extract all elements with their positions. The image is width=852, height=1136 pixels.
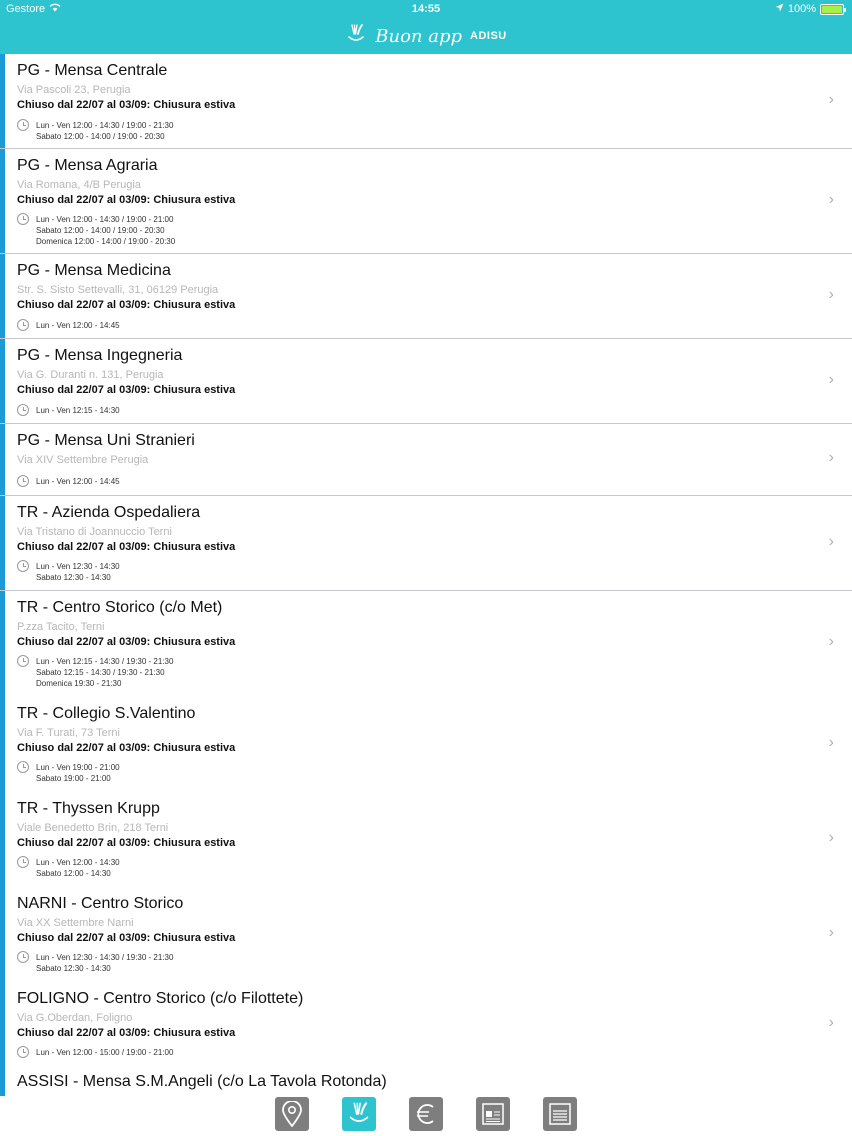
- row-accent: [0, 1070, 5, 1096]
- hours-line: Lun - Ven 19:00 - 21:00: [36, 763, 120, 772]
- row-accent: [0, 982, 5, 1070]
- canteen-name: FOLIGNO - Centro Storico (c/o Filottete): [17, 990, 304, 1007]
- clock-icon: [17, 1046, 29, 1058]
- list-item[interactable]: [0, 697, 852, 792]
- hours-line: Lun - Ven 12:00 - 14:30: [36, 858, 120, 867]
- list-item[interactable]: [0, 254, 852, 339]
- list-item[interactable]: [0, 887, 852, 982]
- chevron-right-icon: ›: [828, 1014, 834, 1031]
- tab-map[interactable]: [275, 1097, 309, 1131]
- row-accent: [0, 496, 5, 590]
- tab-prices[interactable]: [409, 1097, 443, 1131]
- hours-line: Lun - Ven 12:00 - 14:30 / 19:00 - 21:30: [36, 121, 174, 130]
- canteen-address: Via G.Oberdan, Foligno: [17, 1012, 133, 1024]
- chevron-right-icon: ›: [828, 734, 834, 751]
- closure-notice: Chiuso dal 22/07 al 03/09: Chiusura estiva: [17, 636, 236, 648]
- row-accent: [0, 254, 5, 338]
- list-item[interactable]: [0, 792, 852, 887]
- canteen-address: P.zza Tacito, Terni: [17, 621, 105, 633]
- closure-notice: Chiuso dal 22/07 al 03/09: Chiusura estiva: [17, 299, 236, 311]
- canteen-name: PG - Mensa Agraria: [17, 157, 158, 174]
- row-accent: [0, 591, 5, 697]
- clock-icon: [17, 655, 29, 667]
- canteen-address: Via Romana, 4/B Perugia: [17, 179, 141, 191]
- canteen-address: Via XX Settembre Narni: [17, 917, 134, 929]
- clock-icon: [17, 119, 29, 131]
- tab-canteens[interactable]: [342, 1097, 376, 1131]
- clock-icon: [17, 856, 29, 868]
- canteen-address: Str. S. Sisto Settevalli, 31, 06129 Perugia: [17, 284, 219, 296]
- canteen-name: ASSISI - Mensa S.M.Angeli (c/o La Tavola Rotonda): [17, 1073, 387, 1090]
- clock-icon: [17, 951, 29, 963]
- clock-icon: [17, 404, 29, 416]
- map-pin-icon: [281, 1101, 303, 1127]
- utensils-smile-icon: [346, 1101, 372, 1127]
- row-accent: [0, 54, 5, 148]
- hours-line: Lun - Ven 12:00 - 14:30 / 19:00 - 21:00: [36, 215, 174, 224]
- hours-line: Sabato 12:00 - 14:30: [36, 869, 111, 878]
- chevron-right-icon: ›: [828, 371, 834, 388]
- chevron-right-icon: ›: [828, 91, 834, 108]
- row-accent: [0, 339, 5, 423]
- canteen-address: Viale Benedetto Brin, 218 Terni: [17, 822, 169, 834]
- hours-line: Lun - Ven 12:15 - 14:30: [36, 406, 120, 415]
- battery-percent: 100%: [787, 3, 816, 15]
- canteen-address: Via F. Turati, 73 Terni: [17, 727, 120, 739]
- hours-line: Lun - Ven 12:15 - 14:30 / 19:30 - 21:30: [36, 657, 174, 666]
- canteen-address: Via Tristano di Joannuccio Terni: [17, 526, 172, 538]
- closure-notice: Chiuso dal 22/07 al 03/09: Chiusura estiva: [17, 541, 236, 553]
- hours-line: Domenica 19:30 - 21:30: [36, 679, 122, 688]
- canteen-name: PG - Mensa Ingegneria: [17, 347, 183, 364]
- hours-line: Lun - Ven 12:00 - 14:45: [36, 477, 120, 486]
- canteen-name: TR - Centro Storico (c/o Met): [17, 599, 223, 616]
- utensils-smile-icon: [345, 23, 367, 50]
- list-item[interactable]: [0, 496, 852, 591]
- news-icon: [481, 1102, 505, 1126]
- canteen-name: TR - Collegio S.Valentino: [17, 705, 196, 722]
- canteen-name: PG - Mensa Centrale: [17, 62, 168, 79]
- tab-bar: [0, 1096, 852, 1136]
- canteen-list[interactable]: [0, 54, 852, 1096]
- row-accent: [0, 697, 5, 792]
- euro-icon: [413, 1101, 439, 1127]
- hours-line: Sabato 12:30 - 14:30: [36, 964, 111, 973]
- app-subtitle: ADISU: [470, 30, 507, 42]
- chevron-right-icon: ›: [828, 533, 834, 550]
- list-item[interactable]: [0, 982, 852, 1070]
- hours-line: Lun - Ven 12:00 - 14:45: [36, 321, 120, 330]
- clock-icon: [17, 475, 29, 487]
- nav-bar: [0, 18, 852, 54]
- clock-icon: [17, 560, 29, 572]
- hours-line: Domenica 12:00 - 14:00 / 19:00 - 20:30: [36, 237, 176, 246]
- tab-faqs[interactable]: [543, 1097, 577, 1131]
- clock-icon: [17, 319, 29, 331]
- chevron-right-icon: ›: [828, 449, 834, 466]
- closure-notice: Chiuso dal 22/07 al 03/09: Chiusura estiva: [17, 932, 236, 944]
- list-item[interactable]: [0, 339, 852, 424]
- list-item[interactable]: [0, 591, 852, 697]
- hours-line: Lun - Ven 12:30 - 14:30: [36, 562, 120, 571]
- hours-line: Lun - Ven 12:30 - 14:30 / 19:30 - 21:30: [36, 953, 174, 962]
- row-accent: [0, 424, 5, 495]
- list-item[interactable]: [0, 1070, 852, 1096]
- chevron-right-icon: ›: [828, 286, 834, 303]
- chevron-right-icon: ›: [828, 924, 834, 941]
- hours-line: Sabato 12:00 - 14:00 / 19:00 - 20:30: [36, 132, 165, 141]
- hours-line: Sabato 12:30 - 14:30: [36, 573, 111, 582]
- canteen-address: Via G. Duranti n. 131, Perugia: [17, 369, 164, 381]
- canteen-name: NARNI - Centro Storico: [17, 895, 184, 912]
- tab-news[interactable]: [476, 1097, 510, 1131]
- closure-notice: Chiuso dal 22/07 al 03/09: Chiusura estiva: [17, 742, 236, 754]
- status-bar: [0, 0, 852, 18]
- row-accent: [0, 792, 5, 887]
- hours-line: Sabato 12:15 - 14:30 / 19:30 - 21:30: [36, 668, 165, 677]
- clock-icon: [17, 761, 29, 773]
- clock-time: 14:55: [411, 3, 441, 15]
- hours-line: Sabato 19:00 - 21:00: [36, 774, 111, 783]
- hours-line: Sabato 12:00 - 14:00 / 19:00 - 20:30: [36, 226, 165, 235]
- location-arrow-icon: [775, 3, 784, 15]
- list-item[interactable]: [0, 54, 852, 149]
- row-accent: [0, 149, 5, 253]
- list-item[interactable]: [0, 424, 852, 496]
- carrier-label: Gestore: [6, 3, 46, 15]
- closure-notice: Chiuso dal 22/07 al 03/09: Chiusura estiva: [17, 1027, 236, 1039]
- canteen-name: PG - Mensa Uni Stranieri: [17, 432, 195, 449]
- closure-notice: Chiuso dal 22/07 al 03/09: Chiusura estiva: [17, 837, 236, 849]
- chevron-right-icon: ›: [828, 191, 834, 208]
- canteen-address: Via Pascoli 23, Perugia: [17, 84, 131, 96]
- closure-notice: Chiuso dal 22/07 al 03/09: Chiusura estiva: [17, 99, 236, 111]
- chevron-right-icon: ›: [828, 829, 834, 846]
- canteen-name: PG - Mensa Medicina: [17, 262, 171, 279]
- chevron-right-icon: ›: [828, 633, 834, 650]
- list-item[interactable]: [0, 149, 852, 254]
- closure-notice: Chiuso dal 22/07 al 03/09: Chiusura estiva: [17, 384, 236, 396]
- canteen-address: Via XIV Settembre Perugia: [17, 454, 149, 466]
- clock-icon: [17, 213, 29, 225]
- hours-line: Lun - Ven 12:00 - 15:00 / 19:00 - 21:00: [36, 1048, 174, 1057]
- faqs-icon: [548, 1102, 572, 1126]
- row-accent: [0, 887, 5, 982]
- battery-icon: [820, 4, 844, 15]
- closure-notice: Chiuso dal 22/07 al 03/09: Chiusura estiva: [17, 194, 236, 206]
- canteen-name: TR - Azienda Ospedaliera: [17, 504, 201, 521]
- app-title: Buon app: [375, 25, 462, 47]
- canteen-name: TR - Thyssen Krupp: [17, 800, 160, 817]
